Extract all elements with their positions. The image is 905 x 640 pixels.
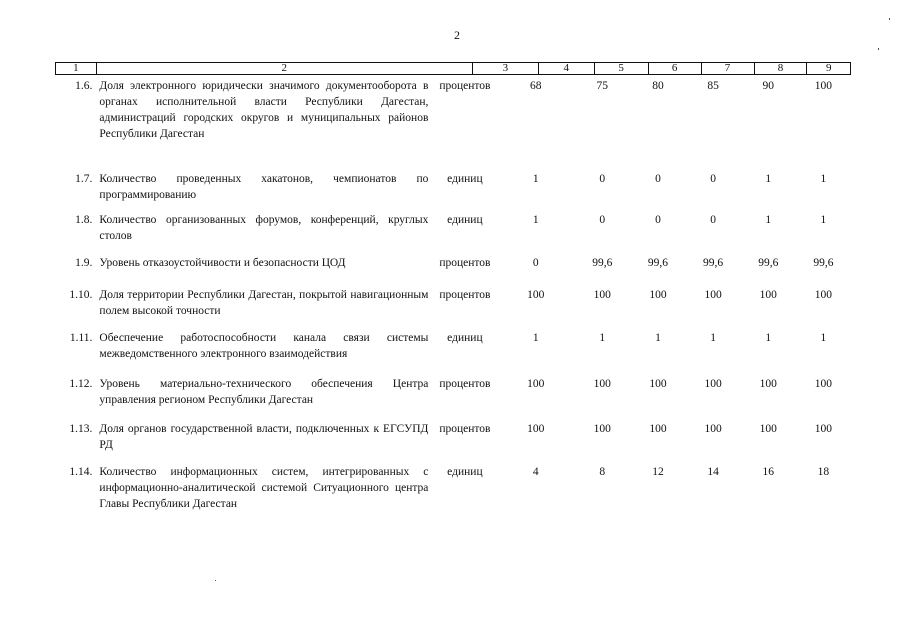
unit-cell: процентов [439, 80, 491, 92]
row-number: 1.10. [69, 289, 93, 301]
indicator-name: Доля территории Республики Дагестан, покрытой навигационным полем высокой точности [99, 289, 429, 317]
value-col-5: 100 [593, 378, 611, 390]
table-row [55, 421, 851, 453]
value-col-4: 1 [532, 173, 539, 185]
value-col-7: 100 [704, 378, 722, 390]
value-col-8: 100 [759, 289, 777, 301]
indicator-name: Количество проведенных хакатонов, чемпионатов по программированию [99, 173, 429, 201]
row-number: 1.12. [69, 378, 93, 390]
row-number: 1.7. [75, 173, 93, 185]
unit-cell: единиц [447, 214, 483, 226]
value-col-4: 0 [532, 257, 539, 269]
value-col-7: 0 [710, 173, 716, 185]
row-number: 1.6. [75, 80, 93, 92]
header-col-1: 1 [56, 63, 97, 74]
value-col-9: 100 [814, 378, 833, 390]
value-col-8: 16 [762, 466, 774, 478]
unit-cell: единиц [447, 332, 483, 344]
value-col-4: 100 [527, 423, 545, 435]
value-col-7: 14 [707, 466, 719, 478]
unit-cell: единиц [447, 173, 483, 185]
indicator-name: Доля электронного юридически значимого документооборота в органах исполнительной власти Республики Дагестан, администраций городских округов и муниципальных районов Республики Дагестан [99, 80, 429, 140]
value-col-5: 0 [599, 214, 606, 226]
value-col-8: 99,6 [758, 257, 779, 269]
row-number: 1.14. [69, 466, 93, 478]
table-row [55, 171, 851, 203]
value-col-9: 1 [820, 173, 827, 185]
row-number: 1.9. [75, 257, 93, 269]
indicator-name: Уровень материально-технического обеспечения Центра управления регионом Республики Дагестан [99, 378, 429, 406]
value-col-7: 100 [704, 423, 722, 435]
value-col-4: 100 [527, 289, 545, 301]
table-row [55, 376, 851, 408]
table-row [55, 287, 851, 319]
header-col-3: 3 [473, 63, 539, 74]
header-col-7: 7 [702, 63, 755, 74]
value-col-7: 0 [710, 214, 716, 226]
value-col-9: 100 [814, 289, 833, 301]
value-col-6: 99,6 [647, 257, 668, 269]
unit-cell: процентов [439, 289, 491, 301]
page-number: 2 [454, 28, 460, 42]
value-col-6: 12 [652, 466, 664, 478]
value-col-7: 100 [704, 289, 722, 301]
value-col-5: 100 [593, 289, 611, 301]
value-col-9: 1 [820, 332, 827, 344]
indicator-name: Количество информационных систем, интегрированных с информационно-аналитической системой Ситуационного центра Главы Республики Дагестан [99, 466, 429, 510]
value-col-8: 100 [759, 378, 777, 390]
value-col-4: 100 [527, 378, 545, 390]
row-number: 1.11. [69, 332, 93, 344]
value-col-8: 1 [765, 173, 772, 185]
indicator-name: Обеспечение работоспособности канала связи системы межведомственного электронного взаимодействия [99, 332, 429, 360]
value-col-8: 90 [762, 80, 774, 92]
unit-cell: процентов [439, 378, 491, 390]
value-col-5: 99,6 [592, 257, 613, 269]
value-col-4: 68 [530, 80, 542, 92]
value-col-8: 1 [765, 332, 772, 344]
value-col-8: 1 [765, 214, 772, 226]
scan-speck [878, 48, 879, 50]
value-col-9: 18 [817, 466, 830, 478]
value-col-5: 1 [599, 332, 606, 344]
table-row [55, 464, 851, 512]
value-col-7: 99,6 [703, 257, 724, 269]
table-row [55, 330, 851, 362]
header-col-2: 2 [97, 63, 473, 74]
scan-speck [215, 580, 216, 581]
value-col-6: 100 [649, 423, 667, 435]
indicator-name: Количество организованных форумов, конференций, круглых столов [99, 214, 429, 242]
table-row [55, 255, 851, 271]
table-row [55, 78, 851, 142]
value-col-5: 8 [599, 466, 606, 478]
value-col-4: 1 [532, 214, 539, 226]
header-col-6: 6 [649, 63, 702, 74]
value-col-7: 1 [710, 332, 716, 344]
value-col-9: 100 [814, 423, 833, 435]
header-col-4: 4 [539, 63, 595, 74]
unit-cell: процентов [439, 257, 491, 269]
header-col-8: 8 [755, 63, 808, 74]
header-col-5: 5 [595, 63, 649, 74]
value-col-8: 100 [759, 423, 777, 435]
value-col-5: 75 [596, 80, 609, 92]
scan-speck [889, 18, 890, 20]
value-col-5: 0 [599, 173, 606, 185]
value-col-9: 99,6 [813, 257, 834, 269]
indicator-name: Уровень отказоустойчивости и безопасности ЦОД [99, 257, 346, 269]
value-col-5: 100 [593, 423, 611, 435]
unit-cell: процентов [439, 423, 491, 435]
row-number: 1.8. [75, 214, 93, 226]
value-col-6: 0 [655, 173, 661, 185]
value-col-9: 100 [814, 80, 833, 92]
value-col-4: 1 [532, 332, 539, 344]
value-col-9: 1 [820, 214, 827, 226]
table-header [55, 62, 851, 75]
value-col-4: 4 [532, 466, 539, 478]
header-col-9: 9 [825, 62, 832, 74]
value-col-6: 0 [655, 214, 661, 226]
value-col-6: 100 [649, 378, 667, 390]
value-col-6: 1 [655, 332, 661, 344]
row-number: 1.13. [69, 423, 93, 435]
indicator-name: Доля органов государственной власти, подключенных к ЕГСУПД РД [99, 423, 429, 451]
table-row [55, 212, 851, 244]
value-col-6: 100 [649, 289, 667, 301]
unit-cell: единиц [447, 466, 483, 478]
value-col-6: 80 [652, 80, 664, 92]
value-col-7: 85 [707, 80, 719, 92]
